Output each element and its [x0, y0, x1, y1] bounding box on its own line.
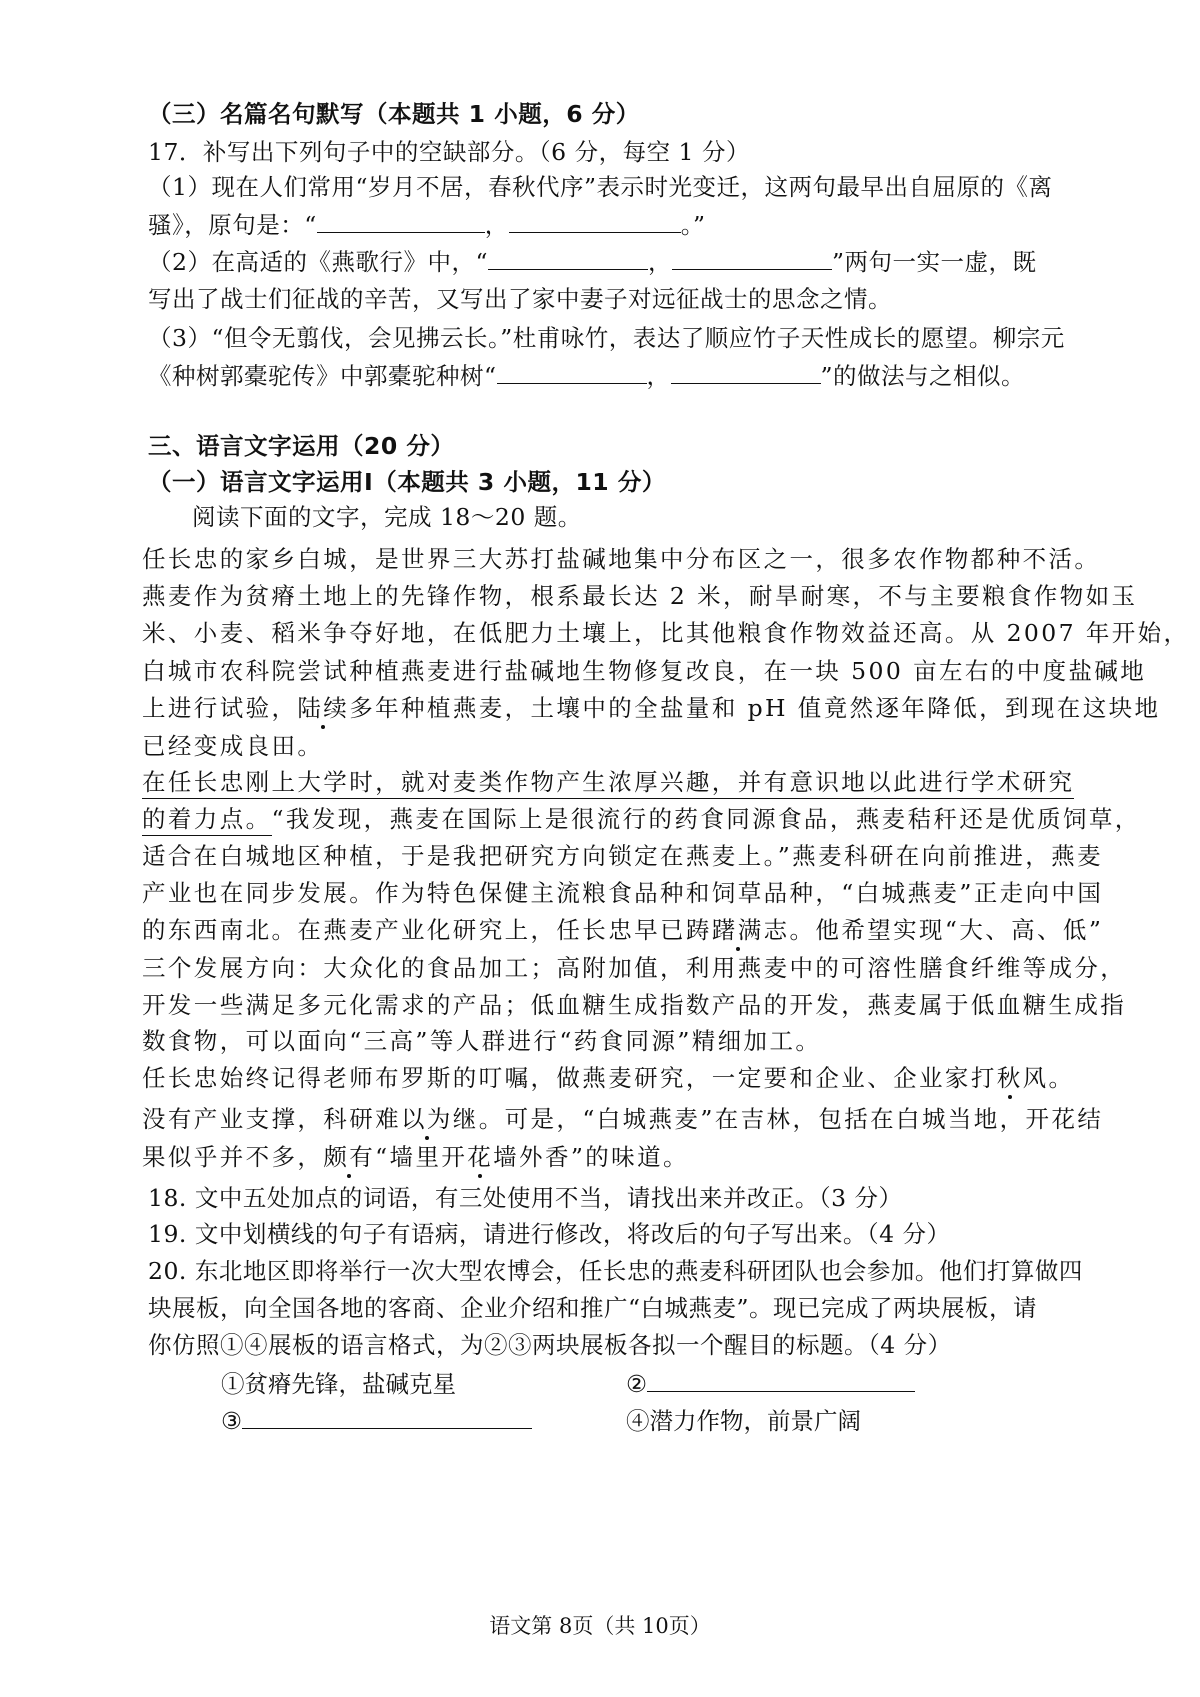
passage-text: 。: [1048, 1064, 1075, 1092]
answer-blank[interactable]: [317, 212, 485, 233]
passage-text: 的东西南北。在燕麦产业化研究上，任长忠早已: [142, 916, 686, 944]
reading-instruction: 阅读下面的文字，完成 18～20 题。: [192, 503, 582, 531]
q17-part2-text-b: ，: [647, 248, 672, 276]
dotted-word: 墙里开花墙外香: [389, 1143, 571, 1171]
option-3-label: ③: [221, 1407, 243, 1435]
q20-line3: 你仿照①④展板的语言格式，为②③两块展板各拟一个醒目的标题。（4 分）: [148, 1331, 952, 1359]
q17-part3-line2: [148, 360, 1108, 392]
q17-part3-text-a: 《种树郭橐驼传》中郭橐驼种树“: [148, 362, 497, 390]
page-footer: 语文第 8页（共 10页）: [489, 1614, 711, 1638]
answer-blank[interactable]: [242, 1408, 532, 1429]
passage-p1-line6: 已经变成良田。: [142, 732, 324, 760]
q19-text: 19. 文中划横线的句子有语病，请进行修改，将改后的句子写出来。（4 分）: [148, 1220, 951, 1248]
passage-p1-line4: 白城市农科院尝试种植燕麦进行盐碱地生物修复改良，在一块 500 亩左右的中度盐碱地: [142, 657, 1147, 685]
q18-text: 18. 文中五处加点的词语，有三处使用不当，请找出来并改正。（3 分）: [148, 1184, 903, 1212]
q17-stem: 17．补写出下列句子中的空缺部分。（6 分，每空 1 分）: [148, 138, 750, 166]
passage-text: “我发现，燕麦在国际上是很流行的药食同源食品，燕麦秸秆还是优质饲草，: [271, 805, 1141, 833]
q17-part2-line1: [148, 246, 1108, 278]
q17-part3-line1: （3）“但令无翦伐，会见拂云长。”杜甫咏竹，表达了顺应竹子天性成长的愿望。柳宗元: [148, 324, 1065, 352]
dotted-word: 陆续: [297, 694, 350, 722]
section-header-recitation: （三）名篇名句默写（本题共 1 小题，6 分）: [148, 100, 640, 128]
passage-text: ”的味道。: [570, 1143, 689, 1171]
passage-p2-line3: 适合在白城地区种植，于是我把研究方向锁定在燕麦上。”燕麦科研在向前推进，燕麦: [142, 842, 1103, 870]
passage-text: 。可是，“白城燕麦”在吉林，包括在白城当地，开花结: [478, 1105, 1104, 1133]
passage-p3-line3: [142, 1141, 1110, 1173]
passage-p3-line2: [142, 1103, 1110, 1135]
q17-part2-line2: 写出了战士们征战的辛苦，又写出了家中妻子对远征战士的思念之情。: [148, 285, 892, 313]
passage-p2-line5: [142, 914, 1110, 946]
q17-part1-text-b: ，: [484, 211, 509, 239]
q17-part1-line1: （1）现在人们常用“岁月不居，春秋代序”表示时光变迁，这两句最早出自屈原的《离: [148, 173, 1053, 201]
option-1: ①贫瘠先锋，盐碱克星: [221, 1370, 456, 1398]
dotted-word: 难以为继: [375, 1105, 479, 1133]
dotted-word: 打秋风: [970, 1064, 1049, 1092]
q20-line2: 块展板，向全国各地的客商、企业介绍和推广“白城燕麦”。现已完成了两块展板，请: [148, 1294, 1038, 1322]
option-4: ④潜力作物，前景广阔: [626, 1407, 861, 1435]
q17-part3-text-c: ”的做法与之相似。: [820, 362, 1026, 390]
q17-part3-text-b: ，: [646, 362, 671, 390]
q17-part2-text-c: ”两句一实一虚，既: [831, 248, 1037, 276]
passage-p1-line2: 燕麦作为贫瘠土地上的先锋作物，根系最长达 2 米，耐旱耐寒，不与主要粮食作物如玉: [142, 582, 1138, 610]
passage-p2-line7: 开发一些满足多元化需求的产品；低血糖生成指数产品的开发，燕麦属于低血糖生成指: [142, 991, 1127, 1019]
q17-part1-text-a: 骚》，原句是：“: [148, 211, 317, 239]
q17-part2-text-a: （2）在高适的《燕歌行》中，“: [148, 248, 488, 276]
q17-part1-line2: [148, 209, 1108, 241]
subsection-header: （一）语言文字运用Ⅰ（本题共 3 小题，11 分）: [148, 468, 666, 496]
passage-text: 没有产业支撑，科研: [142, 1105, 376, 1133]
dotted-word: 颇有: [323, 1143, 376, 1171]
answer-blank[interactable]: [671, 363, 821, 384]
q17-part1-text-c: 。”: [680, 211, 706, 239]
answer-blank[interactable]: [647, 1371, 915, 1392]
passage-p2-line2: [142, 803, 1141, 835]
passage-p2-line6: 三个发展方向：大众化的食品加工；高附加值，利用燕麦中的可溶性膳食纤维等成分，: [142, 954, 1127, 982]
passage-text: 果似乎并不多，: [142, 1143, 324, 1171]
passage-p1-line3: 米、小麦、稻米争夺好地，在低肥力土壤上，比其他粮食作物效益还高。从 2007 年开始，: [142, 619, 1190, 647]
answer-blank[interactable]: [509, 212, 681, 233]
underlined-sentence: 的着力点。: [142, 805, 272, 836]
part3-header: 三、语言文字运用（20 分）: [148, 432, 455, 460]
option-2: [626, 1368, 915, 1400]
passage-text: 多年种植燕麦，土壤中的全盐量和 pH 值竟然逐年降低，到现在这块地: [349, 694, 1161, 722]
passage-p3-line1: [142, 1062, 1075, 1094]
passage-text: 上进行试验，: [142, 694, 298, 722]
passage-p2-line8: 数食物，可以面向“三高”等人群进行“药食同源”精细加工。: [142, 1027, 822, 1055]
passage-text: “: [375, 1143, 390, 1171]
passage-p1-line1: 任长忠的家乡白城，是世界三大苏打盐碱地集中分布区之一，很多农作物都种不活。: [142, 545, 1101, 573]
passage-p1-line5: [142, 692, 1161, 724]
dotted-word: 踌躇满志: [685, 916, 790, 944]
underlined-sentence: 在任长忠刚上大学时，就对麦类作物产生浓厚兴趣，并有意识地以此进行学术研究: [142, 768, 1074, 799]
option-3: [221, 1405, 532, 1437]
answer-blank[interactable]: [497, 363, 647, 384]
passage-p2-line4: 产业也在同步发展。作为特色保健主流粮食品种和饲草品种，“白城燕麦”正走向中国: [142, 879, 1104, 907]
answer-blank[interactable]: [488, 249, 648, 270]
answer-blank[interactable]: [672, 249, 832, 270]
passage-p2-line1: [142, 766, 1075, 798]
passage-text: 。他希望实现“大、高、低”: [789, 916, 1104, 944]
q20-line1: 20. 东北地区即将举行一次大型农博会，任长忠的燕麦科研团队也会参加。他们打算做四: [148, 1257, 1083, 1285]
option-2-label: ②: [626, 1370, 648, 1398]
passage-text: 任长忠始终记得老师布罗斯的叮嘱，做燕麦研究，一定要和企业、企业家: [142, 1064, 971, 1092]
